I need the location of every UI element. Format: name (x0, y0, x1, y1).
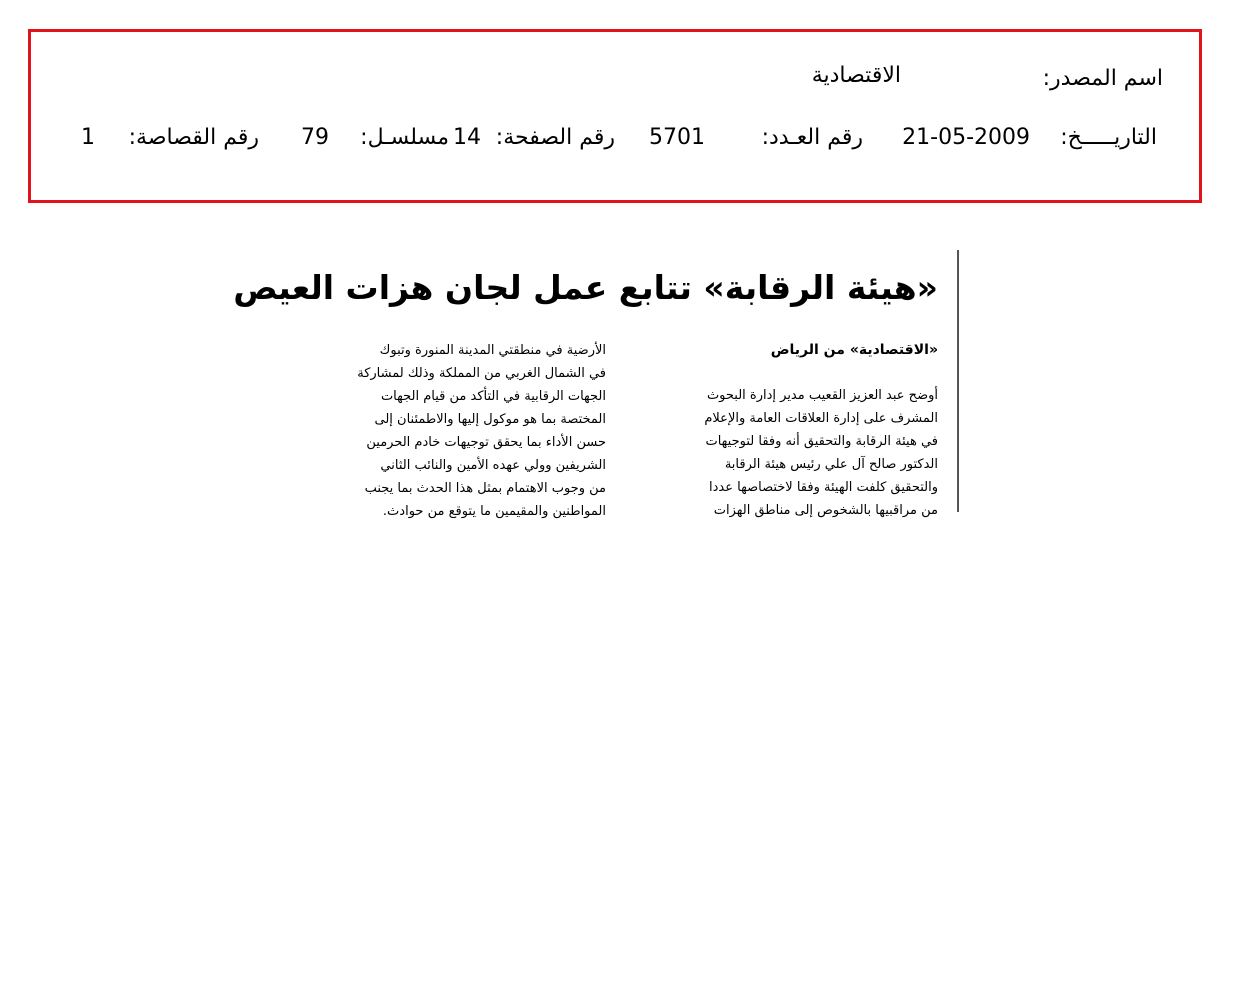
article-column-right (628, 384, 938, 522)
issue-label: رقم العـدد: (761, 125, 863, 150)
page-value: 14 (453, 125, 481, 150)
article-line: المواطنين والمقيمين ما يتوقع من حوادث. (382, 504, 606, 519)
article-line: الجهات الرقابية في التأكد من قيام الجهات (380, 389, 606, 404)
page-label: رقم الصفحة: (495, 125, 615, 150)
article-line: الشريفين وولي عهده الأمين والنائب الثاني (380, 458, 606, 473)
date-value: 21-05-2009 (902, 125, 1030, 150)
article-line: في الشمال الغربي من المملكة وذلك لمشاركة (357, 366, 606, 381)
clip-value: 1 (81, 125, 95, 150)
news-clipping (233, 250, 960, 519)
article-line: من وجوب الاهتمام بمثل هذا الحدث بما يجنب (364, 481, 606, 496)
article-line: في هيئة الرقابة والتحقيق أنه وفقا لتوجيهات (705, 434, 938, 449)
article-headline: «هيئة الرقابة» تتابع عمل لجان هزات العيص (233, 268, 938, 307)
article-line: الدكتور صالح آل علي رئيس هيئة الرقابة (724, 457, 938, 472)
source-value: الاقتصادية (811, 63, 901, 88)
article-line: حسن الأداء بما يحقق توجيهات خادم الحرمين (366, 435, 606, 450)
column-rule (957, 250, 959, 512)
article-line: من مراقبيها بالشخوص إلى مناطق الهزات (713, 503, 938, 518)
issue-value: 5701 (649, 125, 705, 150)
clipping-metadata-box (28, 29, 1202, 203)
article-line: أوضح عبد العزيز القعيب مدير إدارة البحوث (706, 388, 938, 403)
article-line: المشرف على إدارة العلاقات العامة والإعلام (704, 411, 938, 426)
clip-label: رقم القصاصة: (128, 125, 259, 150)
serial-label: مسلسـل: (360, 125, 449, 150)
article-line: والتحقيق كلفت الهيئة وفقا لاختصاصها عددا (709, 480, 938, 495)
date-label: التاريـــــخ: (1060, 125, 1157, 150)
article-byline: «الاقتصادية» من الرياض (770, 342, 938, 358)
article-column-left (290, 339, 606, 523)
source-label: اسم المصدر: (1042, 66, 1163, 91)
article-line: المختصة بما هو موكول إليها والاطمئنان إلى (374, 412, 606, 427)
article-line: الأرضية في منطقتي المدينة المنورة وتبوك (379, 343, 606, 358)
serial-value: 79 (301, 125, 329, 150)
